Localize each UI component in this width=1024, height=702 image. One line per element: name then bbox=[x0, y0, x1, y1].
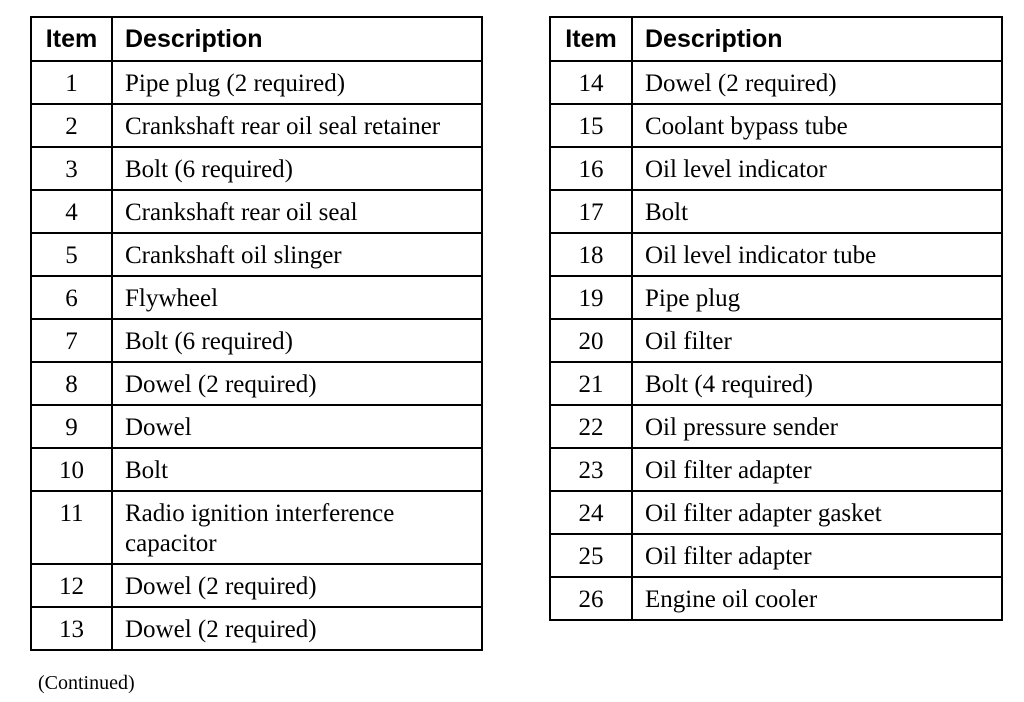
item-number-cell: 22 bbox=[550, 405, 632, 448]
description-cell: Bolt (6 required) bbox=[112, 319, 482, 362]
table-row bbox=[31, 233, 482, 276]
description-cell: Flywheel bbox=[112, 276, 482, 319]
table-row bbox=[550, 147, 1002, 190]
description-cell: Dowel (2 required) bbox=[112, 362, 482, 405]
description-cell: Pipe plug bbox=[632, 276, 1002, 319]
item-number-cell: 8 bbox=[31, 362, 112, 405]
description-cell: Crankshaft oil slinger bbox=[112, 233, 482, 276]
table-row bbox=[550, 319, 1002, 362]
description-cell: Coolant bypass tube bbox=[632, 104, 1002, 147]
item-number-cell: 3 bbox=[31, 147, 112, 190]
description-cell: Engine oil cooler bbox=[632, 577, 1002, 620]
table-row bbox=[550, 233, 1002, 276]
table-row bbox=[550, 104, 1002, 147]
item-number-cell: 10 bbox=[31, 448, 112, 491]
item-number-cell: 25 bbox=[550, 534, 632, 577]
table-row bbox=[31, 362, 482, 405]
description-cell: Oil level indicator tube bbox=[632, 233, 1002, 276]
description-cell: Oil filter bbox=[632, 319, 1002, 362]
item-number-cell: 7 bbox=[31, 319, 112, 362]
parts-table-right-body bbox=[550, 61, 1002, 620]
item-column-header: Item bbox=[31, 17, 112, 61]
item-number-cell: 13 bbox=[31, 607, 112, 650]
table-header-row bbox=[550, 17, 1002, 61]
description-cell: Radio ignition interference capacitor bbox=[112, 491, 482, 564]
item-number-cell: 17 bbox=[550, 190, 632, 233]
description-cell: Crankshaft rear oil seal bbox=[112, 190, 482, 233]
description-cell: Oil level indicator bbox=[632, 147, 1002, 190]
item-number-cell: 19 bbox=[550, 276, 632, 319]
table-row bbox=[550, 405, 1002, 448]
item-number-cell: 12 bbox=[31, 564, 112, 607]
description-cell: Oil filter adapter bbox=[632, 448, 1002, 491]
parts-table-left bbox=[30, 16, 483, 651]
table-row bbox=[550, 362, 1002, 405]
table-row bbox=[31, 61, 482, 104]
item-number-cell: 16 bbox=[550, 147, 632, 190]
item-number-cell: 18 bbox=[550, 233, 632, 276]
continued-note: (Continued) bbox=[38, 672, 135, 694]
table-header-row bbox=[31, 17, 482, 61]
item-number-cell: 9 bbox=[31, 405, 112, 448]
description-cell: Dowel bbox=[112, 405, 482, 448]
table-row bbox=[31, 147, 482, 190]
table-row bbox=[31, 491, 482, 564]
description-cell: Dowel (2 required) bbox=[632, 61, 1002, 104]
item-column-header: Item bbox=[550, 17, 632, 61]
table-row bbox=[31, 564, 482, 607]
item-number-cell: 14 bbox=[550, 61, 632, 104]
description-cell: Dowel (2 required) bbox=[112, 607, 482, 650]
table-row bbox=[550, 534, 1002, 577]
item-number-cell: 24 bbox=[550, 491, 632, 534]
description-column-header: Description bbox=[632, 17, 1002, 61]
item-number-cell: 15 bbox=[550, 104, 632, 147]
description-cell: Oil filter adapter bbox=[632, 534, 1002, 577]
table-row bbox=[31, 190, 482, 233]
table-row bbox=[550, 491, 1002, 534]
item-number-cell: 4 bbox=[31, 190, 112, 233]
item-number-cell: 2 bbox=[31, 104, 112, 147]
table-row bbox=[550, 276, 1002, 319]
description-cell: Pipe plug (2 required) bbox=[112, 61, 482, 104]
table-row bbox=[550, 61, 1002, 104]
description-cell: Oil pressure sender bbox=[632, 405, 1002, 448]
description-cell: Bolt bbox=[632, 190, 1002, 233]
table-row bbox=[31, 405, 482, 448]
table-row bbox=[31, 104, 482, 147]
table-row bbox=[31, 276, 482, 319]
description-cell: Bolt (6 required) bbox=[112, 147, 482, 190]
item-number-cell: 5 bbox=[31, 233, 112, 276]
description-cell: Crankshaft rear oil seal retainer bbox=[112, 104, 482, 147]
item-number-cell: 21 bbox=[550, 362, 632, 405]
description-cell: Dowel (2 required) bbox=[112, 564, 482, 607]
table-row bbox=[31, 448, 482, 491]
item-number-cell: 20 bbox=[550, 319, 632, 362]
description-cell: Bolt (4 required) bbox=[632, 362, 1002, 405]
table-row bbox=[550, 577, 1002, 620]
item-number-cell: 11 bbox=[31, 491, 112, 564]
parts-table-right bbox=[549, 16, 1003, 621]
parts-table-left-body bbox=[31, 61, 482, 650]
description-column-header: Description bbox=[112, 17, 482, 61]
item-number-cell: 1 bbox=[31, 61, 112, 104]
table-row bbox=[31, 607, 482, 650]
description-cell: Oil filter adapter gasket bbox=[632, 491, 1002, 534]
item-number-cell: 6 bbox=[31, 276, 112, 319]
item-number-cell: 23 bbox=[550, 448, 632, 491]
table-row bbox=[550, 190, 1002, 233]
item-number-cell: 26 bbox=[550, 577, 632, 620]
table-row bbox=[550, 448, 1002, 491]
description-cell: Bolt bbox=[112, 448, 482, 491]
table-row bbox=[31, 319, 482, 362]
